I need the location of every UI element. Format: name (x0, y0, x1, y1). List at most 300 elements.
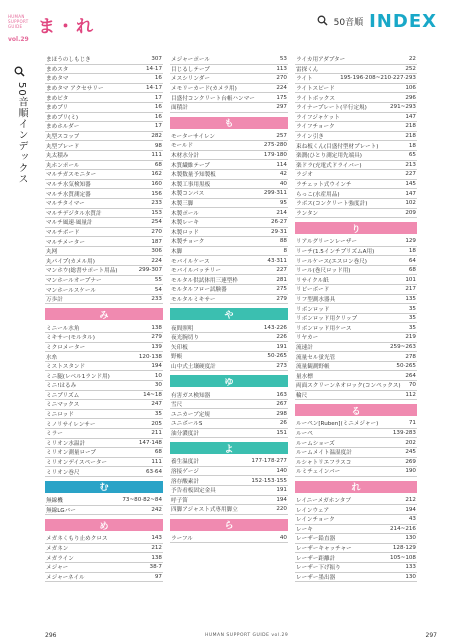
index-row (45, 276, 163, 286)
item-page: 128·129 (392, 545, 416, 552)
index-row (295, 525, 417, 535)
item-name: 両面スクリーンネオロック(コンペックス) (296, 383, 401, 390)
item-page: 88 (279, 238, 287, 245)
index-row (170, 496, 288, 506)
item-name: リール(巻尺ロッド用) (296, 268, 351, 275)
item-page: 135 (405, 295, 416, 302)
index-row (45, 228, 163, 238)
index-column-3 (295, 55, 417, 582)
item-page: 147·148 (138, 439, 162, 446)
index-row (170, 93, 288, 103)
item-name: ライト (296, 76, 313, 83)
section-header: め (45, 519, 163, 531)
item-page: 175 (276, 94, 287, 101)
item-page: 227 (276, 267, 287, 274)
index-row (45, 122, 163, 132)
item-page: 133 (405, 564, 416, 571)
item-page: 16 (154, 104, 162, 111)
index-row (45, 352, 163, 362)
index-row (295, 93, 417, 103)
item-name: リアルグリーンレーザー (296, 239, 357, 246)
index-row (295, 419, 417, 429)
item-name: 油分濃度計 (171, 430, 199, 437)
item-page: 273 (276, 362, 287, 369)
item-name: まめプリ (46, 105, 69, 112)
item-name: リフ型測水器具 (296, 296, 336, 303)
item-name: マンホールスケール (46, 287, 96, 294)
item-name: 面積計 (171, 105, 188, 112)
item-name: ミニマックス (46, 402, 80, 409)
item-page: 278 (405, 353, 416, 360)
item-page: 68 (154, 449, 162, 456)
item-page: 257 (276, 132, 287, 139)
item-name: レーザー下げ振り (296, 565, 341, 572)
item-name: ルミチェインバー (296, 469, 341, 476)
item-name: 丸太積み (46, 153, 69, 160)
item-name: 木製コンパス (171, 191, 205, 198)
item-name: 溶接ゲージ (171, 469, 199, 476)
item-page: 63·64 (145, 468, 162, 475)
section-header: ら (170, 519, 288, 531)
item-page: 105~108 (389, 554, 416, 561)
index-row (170, 275, 288, 285)
item-page: 111 (151, 152, 162, 159)
index-row (45, 323, 163, 333)
index-row (45, 506, 163, 516)
index-row (295, 266, 417, 276)
index-row (45, 573, 163, 583)
index-header (317, 11, 437, 32)
item-name: 呼子笛 (171, 497, 188, 504)
item-name: まめプリ(ミ) (46, 114, 79, 121)
item-page: 140 (276, 468, 287, 475)
index-row (45, 218, 163, 228)
item-name: ライカ用アダプター (296, 57, 346, 64)
item-page: 252 (405, 65, 416, 72)
section-header: む (45, 481, 163, 493)
index-row (45, 391, 163, 401)
item-name: ラチェット式ウインチ (296, 182, 352, 189)
item-page: 299·311 (263, 190, 287, 197)
item-page: 111 (151, 459, 162, 466)
item-name: ミニ!はるみ (46, 383, 77, 390)
item-name: まめホルダー (46, 124, 80, 131)
item-page: 270 (276, 75, 287, 82)
index-row (45, 285, 163, 295)
item-name: 矢印板 (171, 344, 188, 351)
index-row (45, 209, 163, 219)
item-page: 291~293 (389, 104, 416, 111)
item-name: ミリオン巻尺 (46, 469, 80, 476)
item-page: 138 (151, 324, 162, 331)
item-name: 木製レーキ (171, 220, 199, 227)
item-name: リボンロッド (296, 306, 330, 313)
item-name: 野帳 (171, 354, 183, 361)
index-row (295, 161, 417, 171)
item-name: レイニーメガホンタブ (296, 498, 351, 505)
index-row (170, 74, 288, 84)
item-name: メガネくもり止めクロス (46, 536, 108, 543)
item-name: 目じるしテープ (171, 66, 210, 73)
index-row (45, 362, 163, 372)
item-name: 木製三脚 (171, 201, 194, 208)
index-row (295, 141, 417, 151)
item-name: リボンロッド用ケース (296, 325, 352, 332)
item-page: 22 (408, 56, 416, 63)
item-page: 187 (151, 238, 162, 245)
item-name: ユニボールS (171, 421, 203, 428)
page-title: ま・れ (38, 17, 95, 37)
item-page: 50·265 (396, 363, 416, 370)
index-column-1 (45, 55, 163, 582)
item-page: 153 (151, 209, 162, 216)
item-name: ミニプリズム (46, 392, 80, 399)
footer-label: HUMAN SUPPORT GUIDE vol.29 (205, 633, 289, 638)
index-row (45, 553, 163, 563)
item-name: レインウェア (296, 507, 330, 514)
index-row (295, 314, 417, 324)
item-name: マンホウ(総書サポート用品) (46, 268, 118, 275)
item-name: 丸型ブレード (46, 143, 80, 150)
index-row (295, 515, 417, 525)
magnifier-icon (14, 66, 25, 80)
index-row (295, 343, 417, 353)
item-page: 224 (276, 85, 287, 92)
item-name: ミラー (46, 431, 63, 438)
index-row (170, 419, 288, 429)
item-page: 120·138 (138, 353, 162, 360)
item-page: 279 (151, 334, 162, 341)
item-name: 木製ポール (171, 210, 199, 217)
item-page: 209 (405, 209, 416, 216)
index-row (45, 170, 163, 180)
sidebar-volume: vol.29 (8, 36, 29, 43)
item-name: 溶存酸素計 (171, 478, 199, 485)
item-name: マルチ水質測定器 (46, 191, 91, 198)
item-page: 179·180 (263, 152, 287, 159)
item-name: レーキ (296, 526, 313, 533)
item-name: 予告看板固定金具 (171, 488, 216, 495)
item-name: マルチメーター (46, 239, 85, 246)
item-page: 190 (405, 468, 416, 475)
item-name: リヤカー (296, 335, 319, 342)
section-header: み (45, 308, 163, 320)
item-page: 112 (405, 391, 416, 398)
item-name: モルタルミキサー (171, 296, 216, 303)
item-page: 8 (283, 247, 287, 254)
item-page: 226 (276, 334, 287, 341)
index-row (295, 304, 417, 314)
item-name: リーチ(1.5インチプリズムA用) (296, 248, 375, 255)
index-row (170, 199, 288, 209)
item-page: 282 (151, 133, 162, 140)
item-name: 養生温度計 (171, 459, 199, 466)
index-row (170, 285, 288, 295)
index-row (45, 151, 163, 161)
index-row (295, 189, 417, 199)
item-page: 143 (151, 535, 162, 542)
item-name: 木脚 (171, 248, 183, 255)
item-name: モーターサイレン (171, 133, 215, 140)
index-row (45, 189, 163, 199)
item-page: 68 (154, 161, 162, 168)
item-name: 丸型スコップ (46, 134, 80, 141)
item-name: ラボス(コンクリート強度計) (296, 201, 368, 208)
item-name: 雷探くん (296, 66, 319, 73)
index-row (295, 534, 417, 544)
item-page: 102 (405, 200, 416, 207)
index-row (170, 390, 288, 400)
item-page: 130 (405, 535, 416, 542)
item-name: 目盛付コンクリート台帳ハンマー (171, 95, 255, 102)
section-header: ゆ (170, 375, 288, 387)
item-page: 211 (151, 430, 162, 437)
item-name: マルチデジタル水質計 (46, 210, 102, 217)
index-row (170, 170, 288, 180)
item-name: ミリオンデイスペーター (46, 460, 108, 467)
item-name: ルームショーズ (296, 440, 335, 447)
item-name: 無線機 (46, 498, 63, 505)
item-name: リビーボード (296, 287, 330, 294)
index-row (45, 74, 163, 84)
item-name: マルチボード (46, 229, 80, 236)
section-header: よ (170, 442, 288, 454)
index-row (45, 84, 163, 94)
order-label: 50音順 (333, 18, 364, 28)
item-page: 205 (151, 420, 162, 427)
index-row (295, 132, 417, 142)
index-row (170, 333, 288, 343)
item-name: ミクロメーター (46, 344, 86, 351)
item-name: 束ね板くん(目盛付型材プレート) (296, 143, 379, 150)
item-name: 流量観測野帳 (296, 364, 330, 371)
item-page: 220 (276, 506, 287, 513)
search-icon (317, 15, 328, 29)
item-page: 275·280 (263, 142, 287, 149)
item-name: メガネン (46, 546, 69, 553)
item-name: まめピタ (46, 95, 69, 102)
item-name: 楽潤(ひとり測定用先端具) (296, 153, 362, 160)
item-name: モールド (171, 143, 194, 150)
item-page: 297 (276, 104, 287, 111)
index-row (295, 113, 417, 123)
item-name: ライフチョーク (296, 124, 335, 131)
item-page: 145 (405, 181, 416, 188)
index-row (45, 439, 163, 449)
index-row (170, 132, 288, 142)
index-row (295, 496, 417, 506)
item-name: ルーペ (296, 431, 313, 438)
index-row (295, 180, 417, 190)
item-page: 35 (408, 315, 416, 322)
index-row (45, 180, 163, 190)
item-page: 219 (405, 334, 416, 341)
index-label: INDEX (369, 11, 437, 32)
page-footer (45, 632, 437, 639)
item-name: モルタル供試体用三連型枠 (171, 277, 238, 284)
item-name: 丸ホンポール (46, 162, 80, 169)
index-row (45, 371, 163, 381)
item-name: 量水標 (296, 373, 313, 380)
item-page: 247 (151, 401, 162, 408)
item-page: 224 (151, 257, 162, 264)
item-name: 木材水分計 (171, 153, 199, 160)
index-row (45, 458, 163, 468)
item-name: ミニロッド (46, 412, 74, 419)
index-row (45, 534, 163, 544)
index-row (295, 362, 417, 372)
item-page: 40 (279, 180, 287, 187)
item-page: 152·153·155 (251, 477, 287, 484)
index-row (170, 266, 288, 276)
index-row (45, 295, 163, 305)
item-page: 254 (151, 219, 162, 226)
item-name: まめタマ (46, 76, 69, 83)
index-row (295, 391, 417, 401)
index-row (45, 161, 163, 171)
item-page: 213 (405, 161, 416, 168)
item-page: 35 (154, 411, 162, 418)
index-row (45, 381, 163, 391)
item-name: メガライン (46, 555, 74, 562)
item-page: 194 (151, 363, 162, 370)
item-page: 245 (405, 449, 416, 456)
item-name: リサイクル紙 (296, 277, 329, 284)
index-row (295, 429, 417, 439)
item-page: 43·311 (267, 257, 287, 264)
index-row (295, 55, 417, 65)
item-name: ミリオン測量ロープ (46, 450, 97, 457)
item-name: 万歩計 (46, 297, 63, 304)
index-row (170, 208, 288, 218)
index-row (170, 342, 288, 352)
section-header: れ (295, 481, 417, 493)
item-page: 18 (408, 142, 416, 149)
index-row (170, 429, 288, 439)
item-page: 138 (151, 554, 162, 561)
index-row (295, 247, 417, 257)
item-page: 214~216 (389, 525, 416, 532)
item-page: 38·7 (149, 564, 162, 571)
item-page: 267 (276, 401, 287, 408)
item-page: 65 (408, 152, 416, 159)
item-page: 147 (405, 113, 416, 120)
item-name: メジャー (46, 565, 69, 572)
index-row (295, 275, 417, 285)
item-page: 73~80·82~84 (122, 497, 162, 504)
index-sidebar (0, 0, 42, 644)
item-name: 木製工事用黒板 (171, 181, 211, 188)
index-row (295, 352, 417, 362)
index-row (295, 237, 417, 247)
item-page: 275 (276, 286, 287, 293)
item-name: ミストスタンド (46, 364, 86, 371)
item-name: モルタルフロー試験器 (171, 287, 227, 294)
section-header: る (295, 404, 417, 416)
page-number-left: 296 (45, 632, 57, 639)
index-row (295, 544, 417, 554)
index-row (295, 448, 417, 458)
item-name: ミノリサイレンサー (46, 421, 96, 428)
index-row (45, 410, 163, 420)
item-page: 106 (405, 85, 416, 92)
item-page: 162 (151, 171, 162, 178)
item-name: ルーペン[Ruben](ミニメジャー) (296, 421, 379, 428)
index-row (170, 151, 288, 161)
index-row (45, 343, 163, 353)
item-page: 279 (276, 295, 287, 302)
item-page: 281 (276, 276, 287, 283)
item-page: 101 (405, 276, 416, 283)
index-row (45, 247, 163, 257)
item-name: ルームメイト温湿度計 (296, 450, 352, 457)
item-page: 151 (276, 429, 287, 436)
item-name: メモリーカード(カメラ用) (171, 86, 237, 93)
index-row (295, 256, 417, 266)
item-name: レーザー墨出器 (296, 574, 336, 581)
item-name: マルチ水気検知器 (46, 182, 91, 189)
item-name: ミキサー(モルタル) (46, 335, 95, 342)
index-row (170, 467, 288, 477)
item-page: 217 (405, 286, 416, 293)
item-name: マルチ風速·風量計 (46, 220, 93, 227)
item-name: メスシリンダー (171, 76, 210, 83)
item-name: ライトボックス (296, 95, 335, 102)
item-name: 木製数量予知製板 (171, 172, 216, 179)
item-name: 夜間照明 (171, 325, 194, 332)
index-row (295, 467, 417, 477)
item-page: 270 (151, 228, 162, 235)
index-row (170, 247, 288, 257)
item-page: 259~263 (389, 343, 416, 350)
item-name: まほうのしもじき (46, 57, 91, 64)
item-page: 40 (279, 535, 287, 542)
item-name: らっこ(水産用品) (296, 191, 340, 198)
item-name: モバイルバッテリー (171, 268, 221, 275)
item-name: レーザー距離計 (296, 555, 336, 562)
item-page: 194 (405, 506, 416, 513)
index-row (45, 199, 163, 209)
item-page: 10 (154, 372, 162, 379)
index-row (170, 400, 288, 410)
item-page: 233 (151, 200, 162, 207)
index-row (295, 438, 417, 448)
index-row (45, 256, 163, 266)
item-page: 233 (151, 296, 162, 303)
item-name: 丸网 (46, 249, 58, 256)
item-name: ラジオ (296, 172, 313, 179)
item-page: 55 (154, 276, 162, 283)
index-row (170, 505, 288, 515)
item-name: レインチョーク (296, 517, 335, 524)
item-page: 212 (405, 497, 416, 504)
index-row (45, 113, 163, 123)
index-row (295, 65, 417, 75)
index-row (45, 419, 163, 429)
item-page: 195·196·208~210·227·293 (340, 75, 416, 82)
index-row (45, 103, 163, 113)
index-row (45, 563, 163, 573)
item-page: 68 (408, 267, 416, 274)
page-number-right: 297 (425, 632, 437, 639)
index-row (170, 295, 288, 305)
item-page: 177·178·277 (251, 458, 287, 465)
item-page: 50·265 (267, 353, 287, 360)
item-name: モバイルケース (171, 258, 210, 265)
item-name: 木製チョーク (171, 239, 205, 246)
item-name: マルチタイマー (46, 201, 85, 208)
item-page: 160 (151, 181, 162, 188)
